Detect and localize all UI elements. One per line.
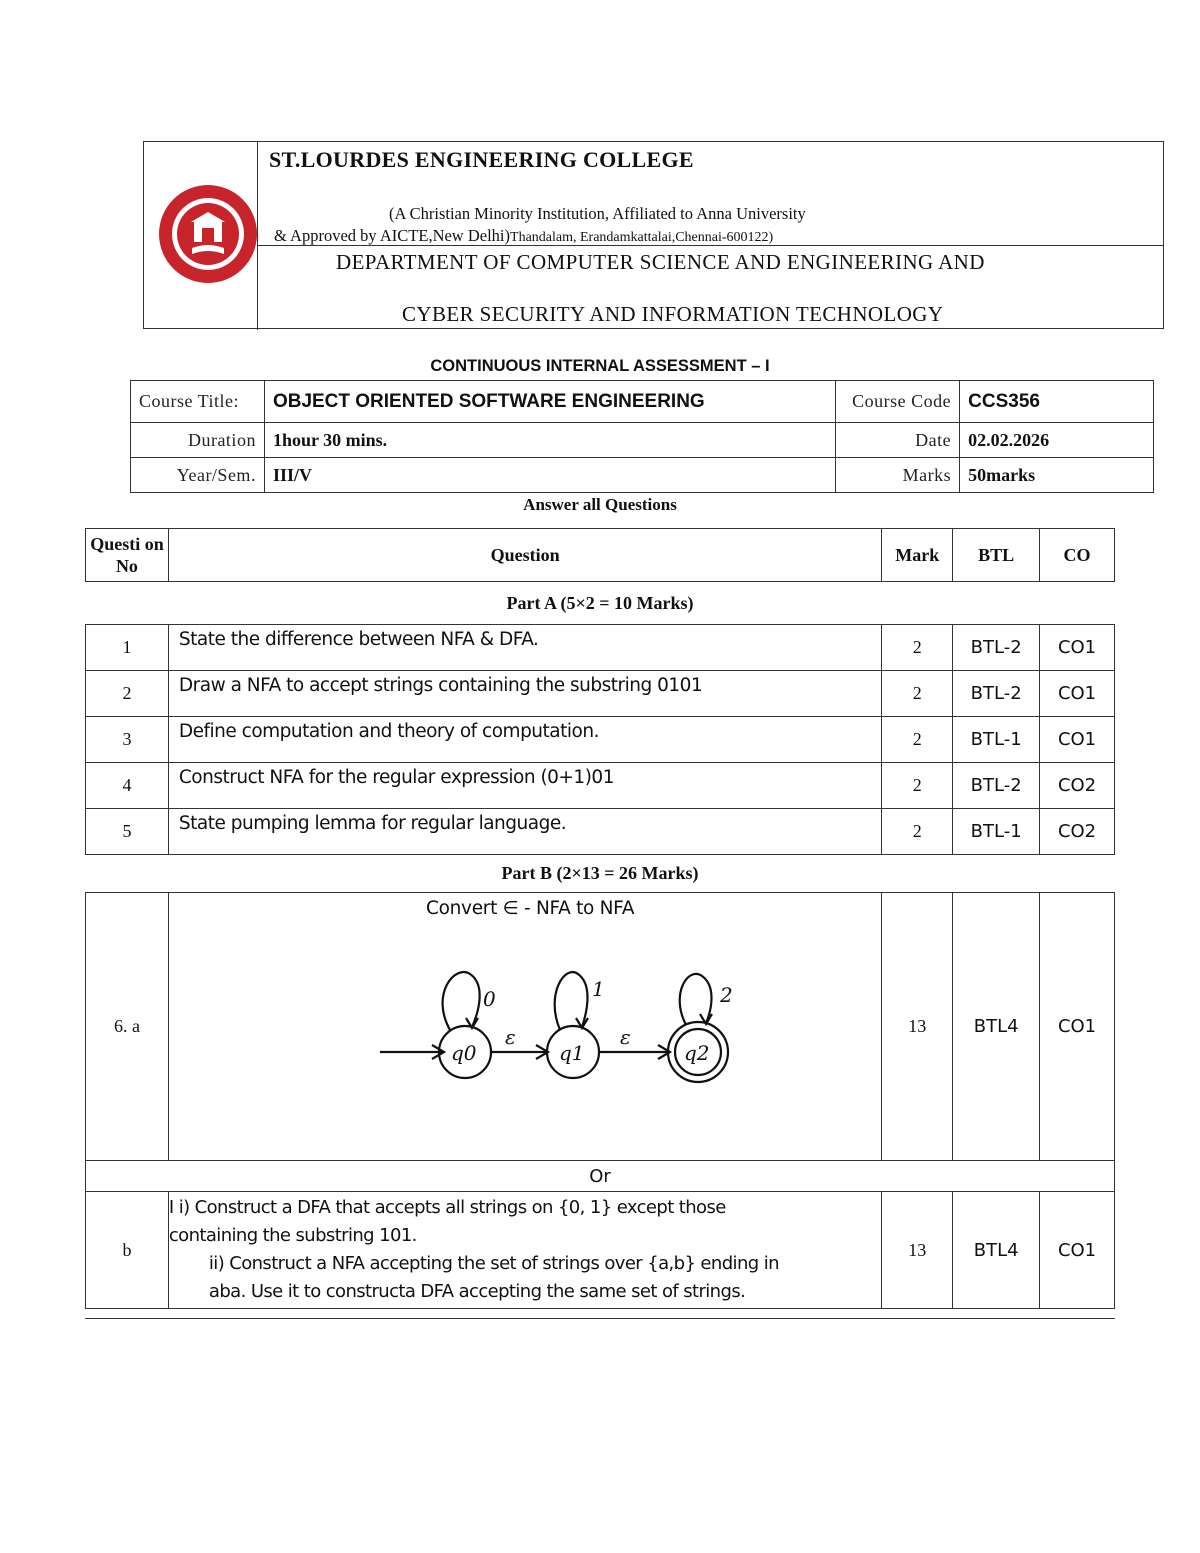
question-mark: 2 (882, 671, 953, 717)
question-mark: 2 (882, 809, 953, 855)
question-text: Convert ∈ - NFA to NFA (425, 898, 635, 919)
question-co: CO2 (1040, 763, 1115, 809)
table-row (86, 763, 1115, 809)
bottom-divider (85, 1318, 1115, 1319)
table-row (86, 1192, 1115, 1309)
question-mark: 2 (882, 717, 953, 763)
question-6b-cell (168, 1192, 881, 1309)
question-text: State the difference between NFA & DFA. (168, 625, 881, 671)
course-info-table (130, 380, 1154, 493)
table-header-row (86, 529, 1115, 582)
year-value: III/V (264, 458, 835, 493)
assessment-title: CONTINUOUS INTERNAL ASSESSMENT – I (430, 357, 770, 375)
college-address (274, 226, 773, 246)
college-name: ST.LOURDES ENGINEERING COLLEGE (269, 147, 694, 172)
question-co: CO2 (1040, 809, 1115, 855)
question-btl: BTL-2 (953, 671, 1040, 717)
question-text: Draw a NFA to accept strings containing the substring 0101 (168, 671, 881, 717)
question-number: 4 (86, 763, 169, 809)
state-label-q2: q2 (684, 1041, 710, 1065)
duration-label: Duration (131, 423, 265, 458)
college-location: Thandalam, Erandamkattalai,Chennai-600122) (510, 230, 774, 245)
marks-label: Marks (836, 458, 960, 493)
question-co: CO1 (1040, 625, 1115, 671)
question-btl: BTL-1 (953, 809, 1040, 855)
marks-value: 50marks (960, 458, 1154, 493)
course-code-label: Course Code (836, 381, 960, 423)
department-line-2: CYBER SECURITY AND INFORMATION TECHNOLOGY (402, 302, 944, 326)
question-btl: BTL-1 (953, 717, 1040, 763)
loop-label-1: 1 (592, 977, 605, 1001)
question-number: 6. a (86, 893, 169, 1161)
table-row (86, 893, 1115, 1161)
table-row (86, 809, 1115, 855)
question-co: CO1 (1040, 717, 1115, 763)
date-value: 02.02.2026 (960, 423, 1154, 458)
part-a-title: Part A (5×2 = 10 Marks) (86, 582, 1115, 625)
col-header-mark: Mark (882, 529, 953, 582)
col-header-qno: Questi on No (86, 529, 169, 582)
loop-label-2: 2 (720, 983, 733, 1007)
col-header-co: CO (1040, 529, 1115, 582)
part-b-title: Part B (2×13 = 26 Marks) (86, 855, 1115, 893)
question-text-line-2: containing the substring 101. (168, 1225, 417, 1246)
col-header-question: Question (168, 529, 881, 582)
state-label-q0: q0 (451, 1041, 477, 1065)
question-text: State pumping lemma for regular language. (168, 809, 881, 855)
year-label: Year/Sem. (131, 458, 265, 493)
question-number: 5 (86, 809, 169, 855)
question-btl: BTL4 (953, 1192, 1040, 1309)
transition-label-2: ε (620, 1025, 631, 1049)
instructions: Answer all Questions (523, 495, 677, 514)
question-btl: BTL4 (953, 893, 1040, 1161)
question-table (85, 528, 1115, 1309)
college-approval: & Approved by AICTE,New Delhi) (274, 226, 511, 245)
college-affiliation: (A Christian Minority Institution, Affiliated to Anna University (389, 204, 806, 223)
question-btl: BTL-2 (953, 763, 1040, 809)
table-row (86, 671, 1115, 717)
table-row (86, 717, 1115, 763)
college-logo-icon (158, 184, 258, 284)
transition-label-1: ε (505, 1025, 516, 1049)
course-code-value: CCS356 (960, 381, 1154, 423)
date-label: Date (836, 423, 960, 458)
question-number: b (86, 1192, 169, 1309)
or-separator: Or (86, 1161, 1115, 1192)
question-6a-cell (168, 893, 881, 1161)
question-co: CO1 (1040, 671, 1115, 717)
course-title-label: Course Title: (131, 381, 265, 423)
col-header-btl: BTL (953, 529, 1040, 582)
college-header (143, 141, 1164, 329)
question-text: Define computation and theory of computation. (168, 717, 881, 763)
table-row (86, 625, 1115, 671)
question-co: CO1 (1040, 1192, 1115, 1309)
department-line-1: DEPARTMENT OF COMPUTER SCIENCE AND ENGINEERING AND (336, 250, 985, 274)
question-text-line-4: aba. Use it to constructa DFA accepting the same set of strings. (208, 1281, 746, 1302)
duration-value: 1hour 30 mins. (264, 423, 835, 458)
question-number: 1 (86, 625, 169, 671)
question-btl: BTL-2 (953, 625, 1040, 671)
question-text-line-1: I i) Construct a DFA that accepts all strings on {0, 1} except those (168, 1197, 726, 1218)
question-number: 2 (86, 671, 169, 717)
nfa-diagram (320, 924, 780, 1114)
question-number: 3 (86, 717, 169, 763)
state-label-q1: q1 (559, 1041, 585, 1065)
question-mark: 2 (882, 763, 953, 809)
loop-label-0: 0 (483, 987, 496, 1011)
course-title-value: OBJECT ORIENTED SOFTWARE ENGINEERING (264, 381, 835, 423)
question-text-line-3: ii) Construct a NFA accepting the set of strings over {a,b} ending in (208, 1253, 779, 1274)
question-mark: 13 (882, 1192, 953, 1309)
question-co: CO1 (1040, 893, 1115, 1161)
question-mark: 2 (882, 625, 953, 671)
question-mark: 13 (882, 893, 953, 1161)
question-text: Construct NFA for the regular expression (0+1)01 (168, 763, 881, 809)
